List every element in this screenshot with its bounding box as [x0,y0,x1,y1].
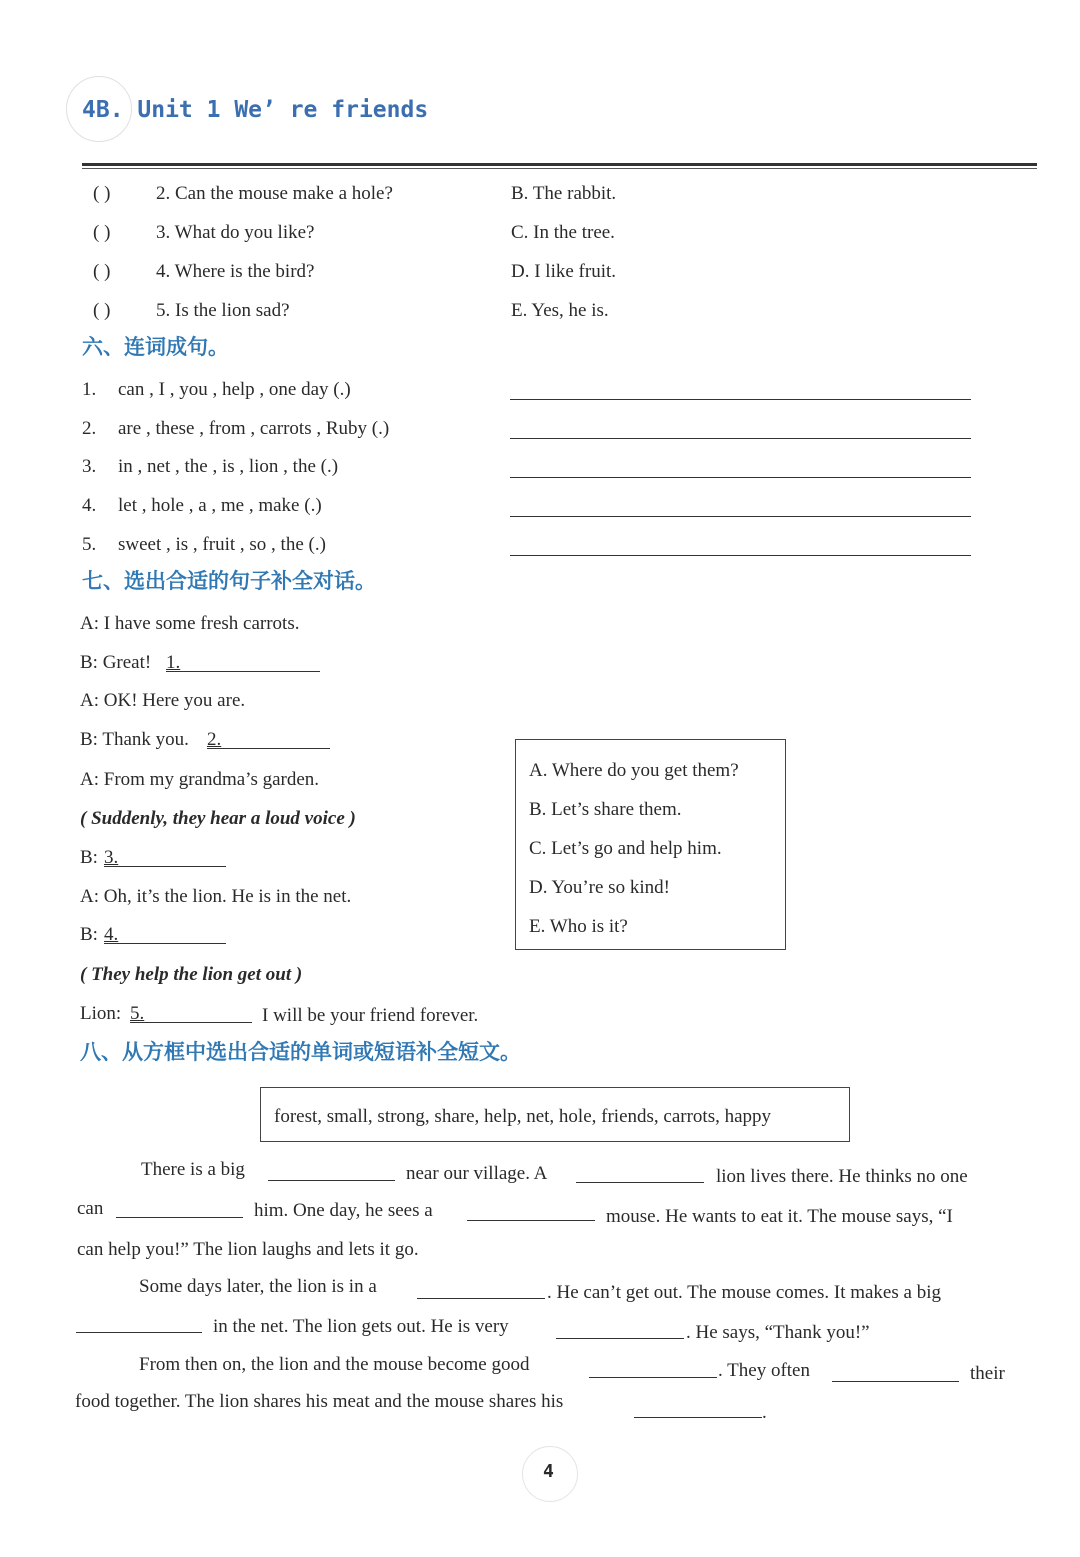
answer-line[interactable] [510,555,971,556]
match-question: 4. Where is the bird? [156,261,315,282]
match-question: 5. Is the lion sad? [156,300,290,321]
passage-text: lion lives there. He thinks no one [716,1166,968,1187]
match-question: 2. Can the mouse make a hole? [156,183,393,204]
match-answer: E. Yes, he is. [511,300,609,321]
option-item: B. Let’s share them. [529,799,682,820]
stage-direction: ( They help the lion get out ) [80,964,303,985]
blank-number: 5. [130,1003,145,1024]
passage-text: in the net. The lion gets out. He is very [213,1316,509,1337]
passage-text: their [970,1363,1005,1384]
passage-text: food together. The lion shares his meat and the mouse shares his [75,1391,564,1412]
answer-paren: ( ) [93,222,111,243]
passage-blank[interactable] [417,1298,545,1299]
item-number: 5. [82,534,97,555]
section-7-heading: 七、选出合适的句子补全对话。 [82,569,376,593]
word-list: in , net , the , is , lion , the (.) [118,456,339,477]
option-item: D. You’re so kind! [529,877,670,898]
word-box-text: forest, small, strong, share, help, net, hole, friends, carrots, happy [274,1106,772,1127]
word-list: are , these , from , carrots , Ruby (.) [118,418,390,439]
passage-text: mouse. He wants to eat it. The mouse says, “I [606,1206,953,1227]
passage-text: can [77,1198,104,1219]
dialogue-line: A: Oh, it’s the lion. He is in the net. [80,886,352,907]
dialogue-line: B: Great! [80,652,152,673]
blank-number: 3. [104,847,119,868]
dialogue-line: A: OK! Here you are. [80,690,246,711]
item-number: 1. [82,379,97,400]
blank-number: 2. [207,729,222,750]
dialogue-line: B: Thank you. [80,729,189,750]
passage-blank[interactable] [556,1338,684,1339]
answer-paren: ( ) [93,300,111,321]
passage-text: Some days later, the lion is in a [139,1276,377,1297]
option-item: E. Who is it? [529,916,628,937]
passage-blank[interactable] [116,1217,243,1218]
answer-paren: ( ) [93,261,111,282]
match-answer: B. The rabbit. [511,183,617,204]
match-question: 3. What do you like? [156,222,315,243]
word-list: let , hole , a , me , make (.) [118,495,322,516]
section-6-heading: 六、连词成句。 [82,335,229,359]
header-rule [82,163,1037,166]
item-number: 4. [82,495,97,516]
dialogue-line: B: [80,847,98,868]
section-8-heading: 八、从方框中选出合适的单词或短语补全短文。 [80,1040,521,1064]
item-number: 2. [82,418,97,439]
passage-blank[interactable] [634,1417,762,1418]
answer-paren: ( ) [93,183,111,204]
dialogue-line: B: [80,924,98,945]
passage-text: . He can’t get out. The mouse comes. It makes a big [547,1282,941,1303]
passage-text: . [762,1402,767,1423]
blank-number: 1. [166,652,181,673]
word-list: sweet , is , fruit , so , the (.) [118,534,326,555]
passage-blank[interactable] [467,1220,595,1221]
dialogue-line: Lion: [80,1003,122,1024]
answer-line[interactable] [510,399,971,400]
passage-text: From then on, the lion and the mouse become good [139,1354,530,1375]
dialogue-line: A: From my grandma’s garden. [80,769,320,790]
passage-text: him. One day, he sees a [254,1200,433,1221]
passage-blank[interactable] [576,1182,704,1183]
passage-blank[interactable] [76,1332,202,1333]
match-answer: D. I like fruit. [511,261,617,282]
passage-blank[interactable] [589,1377,717,1378]
option-item: A. Where do you get them? [529,760,739,781]
page-header-title: 4B. Unit 1 We’ re friends [82,97,429,123]
passage-text: near our village. A [406,1163,548,1184]
dialogue-line: A: I have some fresh carrots. [80,613,300,634]
answer-line[interactable] [510,438,971,439]
header-rule-thin [82,168,1037,169]
passage-blank[interactable] [832,1381,959,1382]
answer-line[interactable] [510,516,971,517]
passage-text: . They often [718,1360,810,1381]
match-answer: C. In the tree. [511,222,615,243]
answer-blank[interactable] [166,671,320,672]
dialogue-line: I will be your friend forever. [262,1005,479,1026]
answer-blank[interactable] [207,748,330,749]
passage-text: There is a big [141,1159,245,1180]
answer-blank[interactable] [104,866,226,867]
page-number: 4 [543,1461,554,1482]
passage-text: . He says, “Thank you!” [686,1322,870,1343]
passage-blank[interactable] [268,1180,395,1181]
answer-blank[interactable] [130,1022,252,1023]
word-list: can , I , you , help , one day (.) [118,379,351,400]
item-number: 3. [82,456,97,477]
blank-number: 4. [104,924,119,945]
option-item: C. Let’s go and help him. [529,838,722,859]
answer-line[interactable] [510,477,971,478]
stage-direction: ( Suddenly, they hear a loud voice ) [80,808,356,829]
answer-blank[interactable] [104,943,226,944]
passage-text: can help you!” The lion laughs and lets it go. [77,1239,419,1260]
